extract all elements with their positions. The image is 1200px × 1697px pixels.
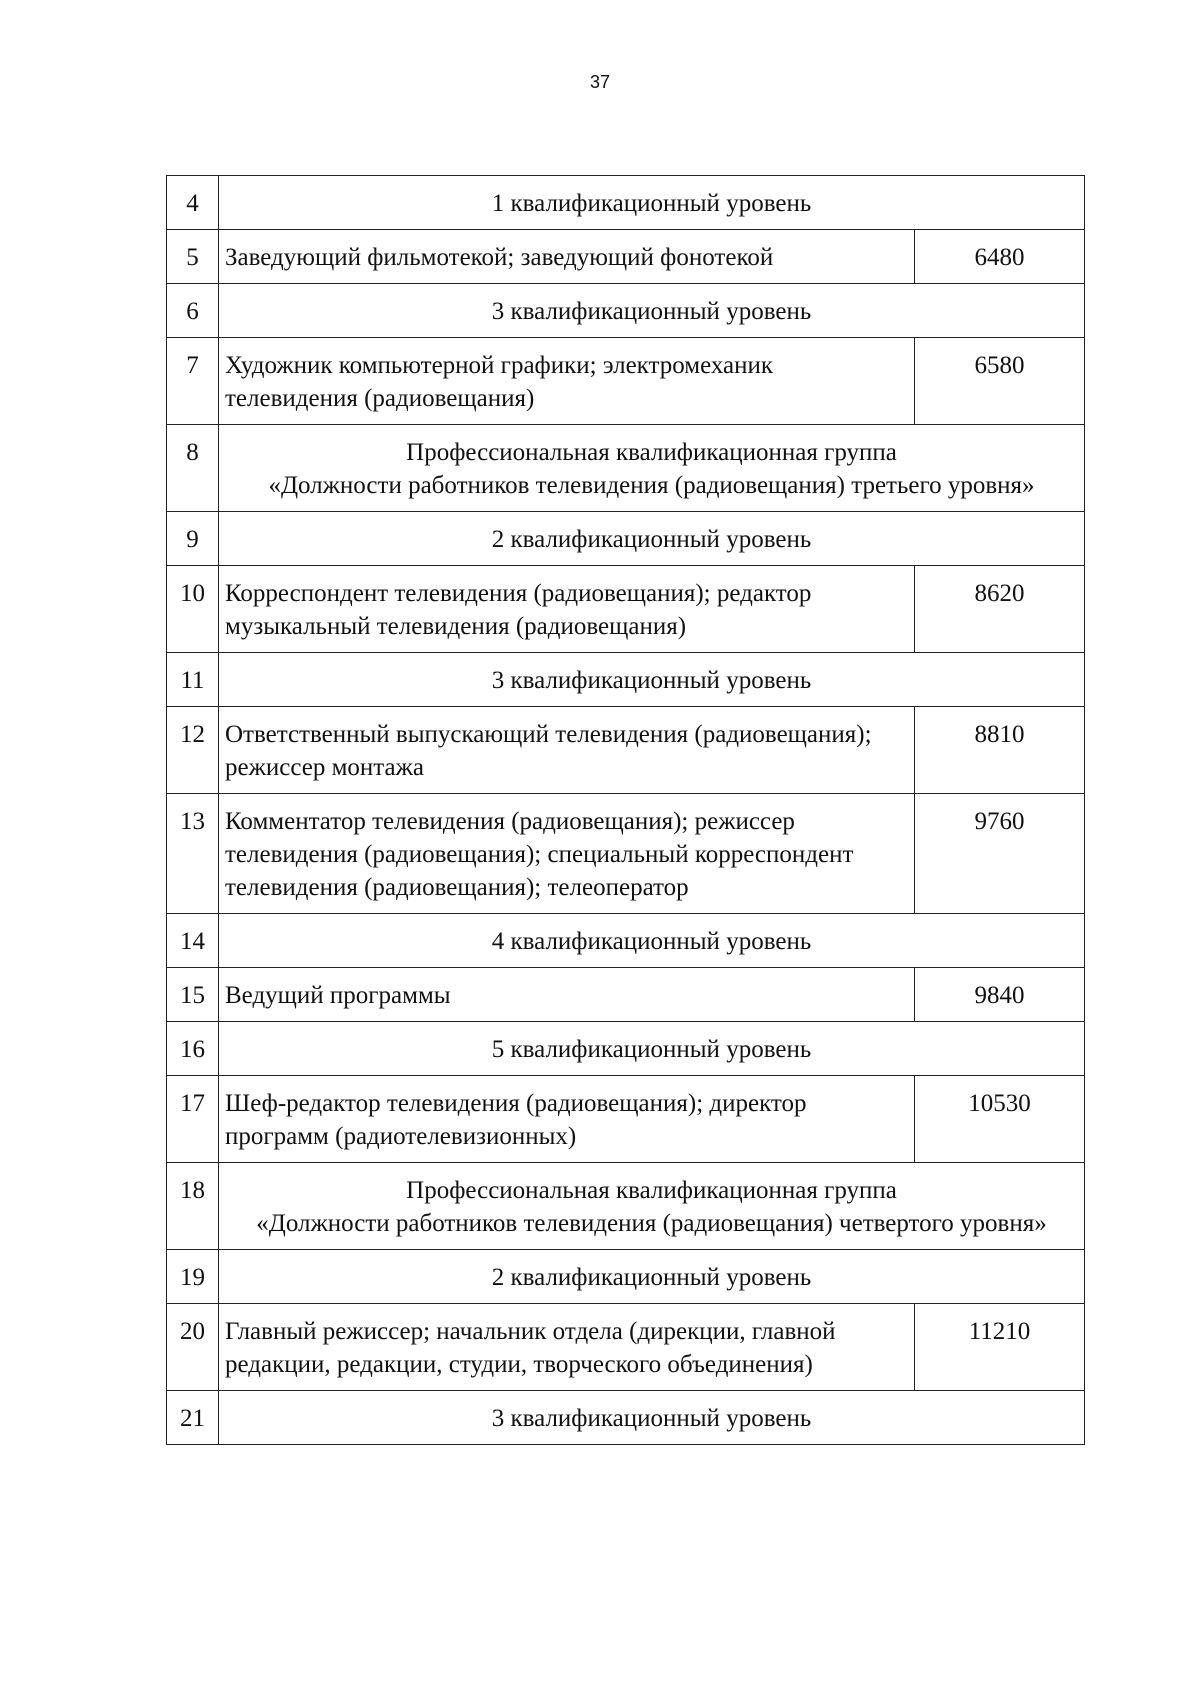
group-heading-line: 1 квалификационный уровень (491, 190, 812, 217)
table-row (167, 794, 1085, 914)
table-row (167, 1304, 1085, 1391)
table-heading-row (167, 284, 1085, 338)
group-heading-line: Профессиональная квалификационная группа (406, 439, 897, 466)
position-title-cell: Ответственный выпускающий телевидения (радиовещания); режиссер монтажа (219, 707, 915, 794)
group-heading-line: 3 квалификационный уровень (491, 667, 812, 694)
table-row (167, 707, 1085, 794)
row-number-cell: 13 (167, 794, 219, 914)
group-heading-cell (219, 914, 1085, 968)
row-number-cell: 19 (167, 1250, 219, 1304)
group-heading-line: «Должности работников телевидения (радиовещания) четвертого уровня» (256, 1210, 1047, 1237)
table-heading-row (167, 176, 1085, 230)
group-heading-cell (219, 1163, 1085, 1250)
group-heading-line: 2 квалификационный уровень (491, 1264, 812, 1291)
row-number-cell: 9 (167, 512, 219, 566)
row-number-cell: 15 (167, 968, 219, 1022)
row-number-cell: 20 (167, 1304, 219, 1391)
table-heading-row (167, 653, 1085, 707)
position-title-cell: Заведующий фильмотекой; заведующий фонотекой (219, 230, 915, 284)
position-title-cell: Корреспондент телевидения (радиовещания); редактор музыкальный телевидения (радиовещания) (219, 566, 915, 653)
group-heading-line: 3 квалификационный уровень (491, 1405, 812, 1432)
salary-value-cell: 8810 (915, 707, 1085, 794)
position-title-cell: Шеф-редактор телевидения (радиовещания); директор программ (радиотелевизионных) (219, 1076, 915, 1163)
row-number-cell: 12 (167, 707, 219, 794)
row-number-cell: 16 (167, 1022, 219, 1076)
table-row (167, 338, 1085, 425)
group-heading-cell (219, 425, 1085, 512)
row-number-cell: 18 (167, 1163, 219, 1250)
salary-value-cell: 9840 (915, 968, 1085, 1022)
salary-value-cell: 8620 (915, 566, 1085, 653)
table-row (167, 230, 1085, 284)
table-heading-row (167, 512, 1085, 566)
row-number-cell: 4 (167, 176, 219, 230)
table-row (167, 968, 1085, 1022)
row-number-cell: 11 (167, 653, 219, 707)
group-heading-line: 2 квалификационный уровень (491, 526, 812, 553)
row-number-cell: 6 (167, 284, 219, 338)
salary-value-cell: 9760 (915, 794, 1085, 914)
group-heading-cell (219, 1022, 1085, 1076)
position-title-cell: Художник компьютерной графики; электромеханик телевидения (радиовещания) (219, 338, 915, 425)
row-number-cell: 5 (167, 230, 219, 284)
table-row (167, 566, 1085, 653)
group-heading-line: 5 квалификационный уровень (491, 1036, 812, 1063)
table-heading-row (167, 425, 1085, 512)
group-heading-line: «Должности работников телевидения (радиовещания) третьего уровня» (268, 472, 1035, 499)
salary-value-cell: 6480 (915, 230, 1085, 284)
group-heading-cell (219, 284, 1085, 338)
row-number-cell: 10 (167, 566, 219, 653)
group-heading-line: 3 квалификационный уровень (491, 298, 812, 325)
group-heading-cell (219, 1391, 1085, 1445)
row-number-cell: 21 (167, 1391, 219, 1445)
group-heading-line: 4 квалификационный уровень (491, 928, 812, 955)
position-title-cell: Комментатор телевидения (радиовещания); режиссер телевидения (радиовещания); специальный корреспондент телевидения (радиовещания); телеоператор (219, 794, 915, 914)
salary-value-cell: 10530 (915, 1076, 1085, 1163)
group-heading-cell (219, 512, 1085, 566)
row-number-cell: 7 (167, 338, 219, 425)
group-heading-line: Профессиональная квалификационная группа (406, 1177, 897, 1204)
position-title-cell: Главный режиссер; начальник отдела (дирекции, главной редакции, редакции, студии, творческого объединения) (219, 1304, 915, 1391)
table-heading-row (167, 1022, 1085, 1076)
page-number: 37 (589, 72, 611, 92)
position-title-cell: Ведущий программы (219, 968, 915, 1022)
row-number-cell: 14 (167, 914, 219, 968)
table-heading-row (167, 1391, 1085, 1445)
salary-value-cell: 6580 (915, 338, 1085, 425)
salary-value-cell: 11210 (915, 1304, 1085, 1391)
salary-table (166, 175, 1085, 1445)
table-heading-row (167, 1250, 1085, 1304)
table-body (167, 176, 1085, 1445)
group-heading-cell (219, 653, 1085, 707)
row-number-cell: 8 (167, 425, 219, 512)
group-heading-cell (219, 176, 1085, 230)
table-heading-row (167, 1163, 1085, 1250)
table-row (167, 1076, 1085, 1163)
table-heading-row (167, 914, 1085, 968)
row-number-cell: 17 (167, 1076, 219, 1163)
group-heading-cell (219, 1250, 1085, 1304)
